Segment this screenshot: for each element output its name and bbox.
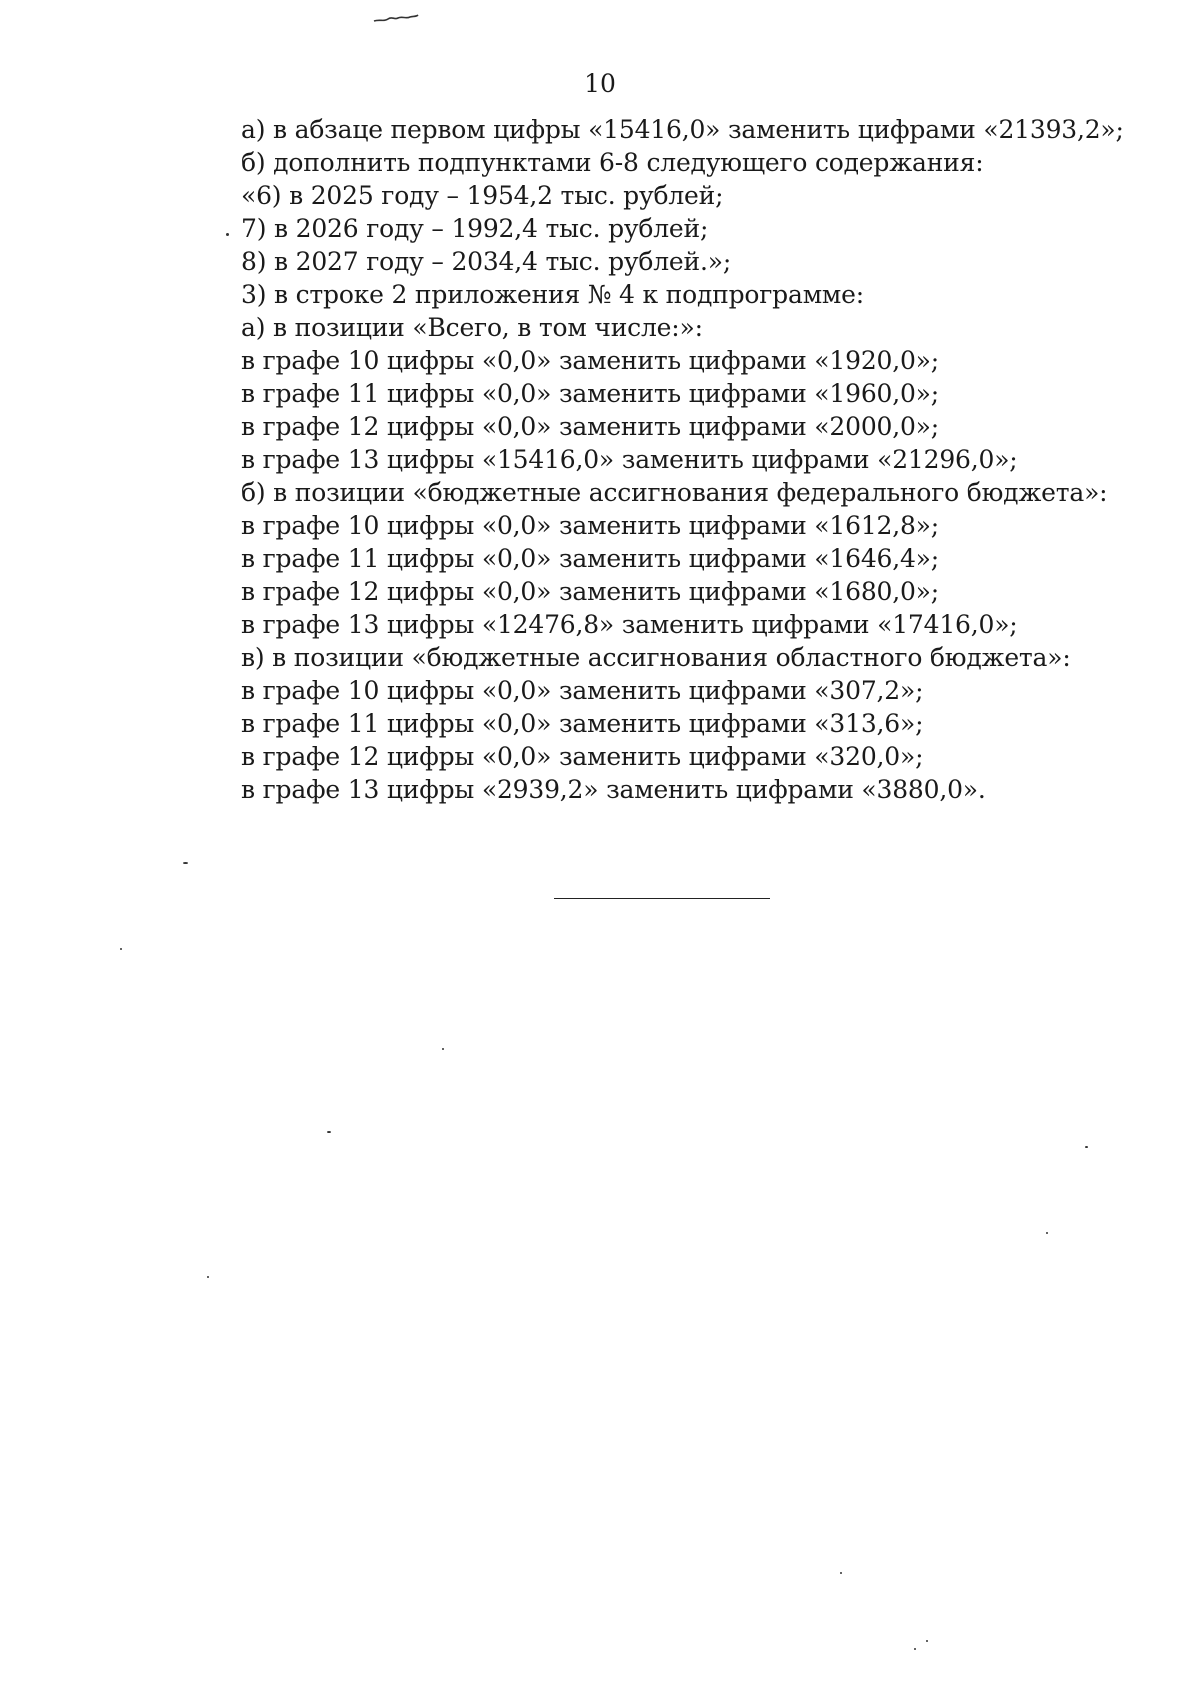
scan-speck	[1046, 1232, 1048, 1234]
text-line: в графе 12 цифры «0,0» заменить цифрами «2000,0»;	[241, 412, 940, 441]
scan-speck	[840, 1572, 842, 1574]
scan-speck	[226, 233, 229, 236]
scan-speck	[1085, 1146, 1088, 1148]
page-number: 10	[584, 69, 616, 98]
scan-speck	[914, 1648, 916, 1650]
text-line: в графе 11 цифры «0,0» заменить цифрами «1646,4»;	[241, 544, 940, 573]
document-body	[241, 113, 1124, 806]
text-line: а) в позиции «Всего, в том числе:»:	[241, 313, 703, 342]
text-line: 7) в 2026 году – 1992,4 тыс. рублей;	[241, 214, 709, 243]
text-line: в графе 13 цифры «12476,8» заменить цифрами «17416,0»;	[241, 610, 1018, 639]
text-line: 3) в строке 2 приложения № 4 к подпрограмме:	[241, 280, 864, 309]
text-line: в графе 13 цифры «2939,2» заменить цифрами «3880,0».	[241, 775, 986, 804]
text-line: 8) в 2027 году – 2034,4 тыс. рублей.»;	[241, 247, 732, 276]
scan-speck	[120, 948, 122, 950]
scan-speck	[926, 1640, 928, 1642]
text-line: в графе 12 цифры «0,0» заменить цифрами «320,0»;	[241, 742, 924, 771]
scan-artifact-icon	[372, 10, 420, 26]
text-line: «6) в 2025 году – 1954,2 тыс. рублей;	[241, 181, 724, 210]
text-line: в графе 10 цифры «0,0» заменить цифрами «307,2»;	[241, 676, 924, 705]
end-divider	[554, 898, 770, 899]
text-line: б) в позиции «бюджетные ассигнования федерального бюджета»:	[241, 478, 1108, 507]
text-line: в графе 10 цифры «0,0» заменить цифрами «1920,0»;	[241, 346, 940, 375]
text-line: в) в позиции «бюджетные ассигнования областного бюджета»:	[241, 643, 1071, 672]
scan-speck	[442, 1048, 444, 1050]
text-line: в графе 13 цифры «15416,0» заменить цифрами «21296,0»;	[241, 445, 1018, 474]
scan-speck	[207, 1276, 209, 1278]
scan-speck	[183, 862, 188, 864]
text-line: б) дополнить подпунктами 6-8 следующего содержания:	[241, 148, 984, 177]
text-line: в графе 11 цифры «0,0» заменить цифрами «313,6»;	[241, 709, 924, 738]
text-line: в графе 11 цифры «0,0» заменить цифрами «1960,0»;	[241, 379, 940, 408]
scan-speck	[327, 1131, 331, 1133]
text-line: а) в абзаце первом цифры «15416,0» заменить цифрами «21393,2»;	[241, 115, 1124, 144]
text-line: в графе 10 цифры «0,0» заменить цифрами «1612,8»;	[241, 511, 940, 540]
text-line: в графе 12 цифры «0,0» заменить цифрами «1680,0»;	[241, 577, 940, 606]
